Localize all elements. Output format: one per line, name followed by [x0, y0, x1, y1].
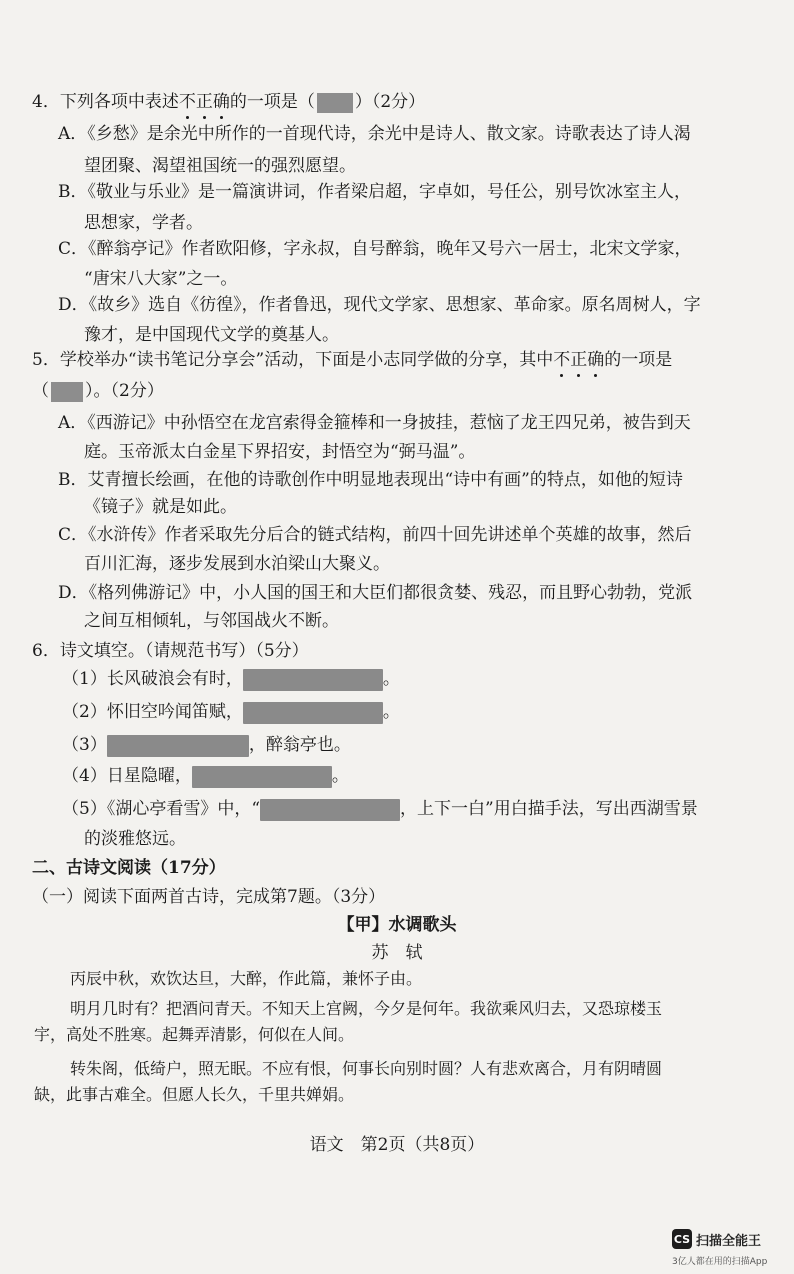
- emphasis-dot: 确: [587, 347, 604, 373]
- q6-item-2: [62, 699, 400, 725]
- q5-option-c: C．《水浒传》作者采取先分后合的链式结构，前四十回先讲述单个英雄的故事，然后: [58, 525, 692, 545]
- q6-item-text: ，上下一白”用白描手法，写出西湖雪景: [400, 799, 698, 819]
- fill-blank: [243, 702, 383, 724]
- q5-stem-text: 的一项是: [604, 350, 673, 370]
- q4-option-d: D．《故乡》选自《彷徨》，作者鲁迅，现代文学家、思想家、革命家。原名周树人，字: [58, 295, 701, 315]
- q5-option-d: D．《格列佛游记》中，小人国的国王和大臣们都很贪婪、残忍，而且野心勃勃，党派: [58, 583, 693, 603]
- emphasis-dot: 确: [213, 89, 230, 115]
- q6-item-5-cont: 的淡雅悠远。: [84, 829, 186, 849]
- q5-stem-text: （: [32, 381, 49, 401]
- poem-line: 转朱阁，低绮户，照无眠。不应有恨，何事长向别时圆？人有悲欢离合，月有阴晴圆: [70, 1059, 663, 1078]
- fill-blank: [243, 669, 383, 691]
- q4-stem-text: 4．下列各项中表述: [32, 92, 179, 112]
- q5-option-b: B．艾青擅长绘画，在他的诗歌创作中明显地表现出“诗中有画”的特点，如他的短诗: [58, 470, 683, 490]
- camscanner-icon: CS: [672, 1229, 692, 1249]
- poem-preface: 丙辰中秋，欢饮达旦，大醉，作此篇，兼怀子由。: [70, 969, 423, 988]
- q6-item-4: [62, 763, 349, 789]
- q4-option-a: A．《乡愁》是余光中所作的一首现代诗，余光中是诗人、散文家。诗歌表达了诗人渴: [58, 124, 691, 144]
- q5-option-c-cont: 百川汇海，逐步发展到水泊梁山大聚义。: [84, 554, 390, 574]
- fill-blank: [192, 766, 332, 788]
- q6-item-text: （4）日星隐曜，: [62, 766, 192, 786]
- fill-blank: [260, 799, 400, 821]
- answer-blank: [317, 93, 353, 113]
- q6-item-text: （3）: [62, 735, 107, 755]
- emphasis-dot: 不: [179, 89, 196, 115]
- q4-option-c: C．《醉翁亭记》作者欧阳修，字永叔，自号醉翁，晚年又号六一居士，北宋文学家，: [58, 239, 692, 259]
- poem-line: 宇，高处不胜寒。起舞弄清影，何似在人间。: [34, 1025, 355, 1044]
- q5-option-a: A．《西游记》中孙悟空在龙宫索得金箍棒和一身披挂，惹恼了龙王四兄弟，被告到天: [58, 413, 691, 433]
- fill-blank: [107, 735, 249, 757]
- q4-option-b-cont: 思想家，学者。: [84, 213, 203, 233]
- poem-line: 缺，此事古难全。但愿人长久，千里共婵娟。: [34, 1085, 355, 1104]
- q4-score: ）（2分）: [354, 92, 426, 112]
- q6-item-text: （1）长风破浪会有时，: [62, 669, 243, 689]
- emphasis-dot: 不: [553, 347, 570, 373]
- q6-item-5: [62, 796, 698, 822]
- section-title: 二、古诗文阅读（17分）: [32, 858, 226, 878]
- q5-option-d-cont: 之间互相倾轧，与邻国战火不断。: [84, 611, 339, 631]
- poem-line: 明月几时有？把酒问青天。不知天上宫阙，今夕是何年。我欲乘风归去，又恐琼楼玉: [70, 999, 663, 1018]
- q6-item-text: 。: [331, 766, 349, 786]
- q4-stem: [32, 89, 425, 115]
- q5-score: ）。（2分）: [85, 381, 164, 401]
- q5-option-b-cont: 《镜子》就是如此。: [84, 497, 237, 517]
- q6-item-text: （5）《湖心亭看雪》中，“: [62, 799, 261, 819]
- q5-stem-cont: [32, 378, 164, 404]
- q6-item-text: （2）怀旧空吟闻笛赋，: [62, 702, 243, 722]
- section-subtitle: （一）阅读下面两首古诗，完成第7题。（3分）: [32, 887, 386, 907]
- answer-blank: [51, 382, 83, 402]
- poem-title: 【甲】水调歌头: [337, 915, 457, 935]
- q6-item-3: [62, 732, 351, 758]
- q4-stem-text: 的一项是（: [229, 92, 315, 112]
- q4-option-a-cont: 望团聚、渴望祖国统一的强烈愿望。: [84, 156, 356, 176]
- q6-item-text: 。: [382, 702, 400, 722]
- scanner-name: 扫描全能王: [696, 1233, 762, 1249]
- emphasis-dot: 正: [196, 89, 213, 115]
- q4-option-c-cont: “唐宋八大家”之一。: [84, 269, 238, 289]
- q5-stem: [32, 347, 672, 373]
- emphasis-dot: 正: [570, 347, 587, 373]
- q5-stem-text: 5．学校举办“读书笔记分享会”活动，下面是小志同学做的分享，其中: [32, 350, 554, 370]
- page-footer: 语文 第2页（共8页）: [309, 1135, 485, 1155]
- q6-item-text: ，醉翁亭也。: [248, 735, 351, 755]
- q6-item-text: 。: [382, 669, 400, 689]
- q4-option-b: B．《敬业与乐业》是一篇演讲词，作者梁启超，字卓如，号任公，别号饮冰室主人，: [58, 182, 691, 202]
- scanner-logo: [672, 1229, 761, 1249]
- scanner-tagline: 3亿人都在用的扫描App: [672, 1257, 768, 1267]
- q6-item-1: [62, 666, 400, 692]
- q6-stem: 6．诗文填空。（请规范书写）（5分）: [32, 641, 309, 661]
- q5-option-a-cont: 庭。玉帝派太白金星下界招安，封悟空为“弼马温”。: [84, 442, 476, 462]
- q4-option-d-cont: 豫才，是中国现代文学的奠基人。: [84, 325, 339, 345]
- poem-author: 苏 轼: [371, 943, 423, 963]
